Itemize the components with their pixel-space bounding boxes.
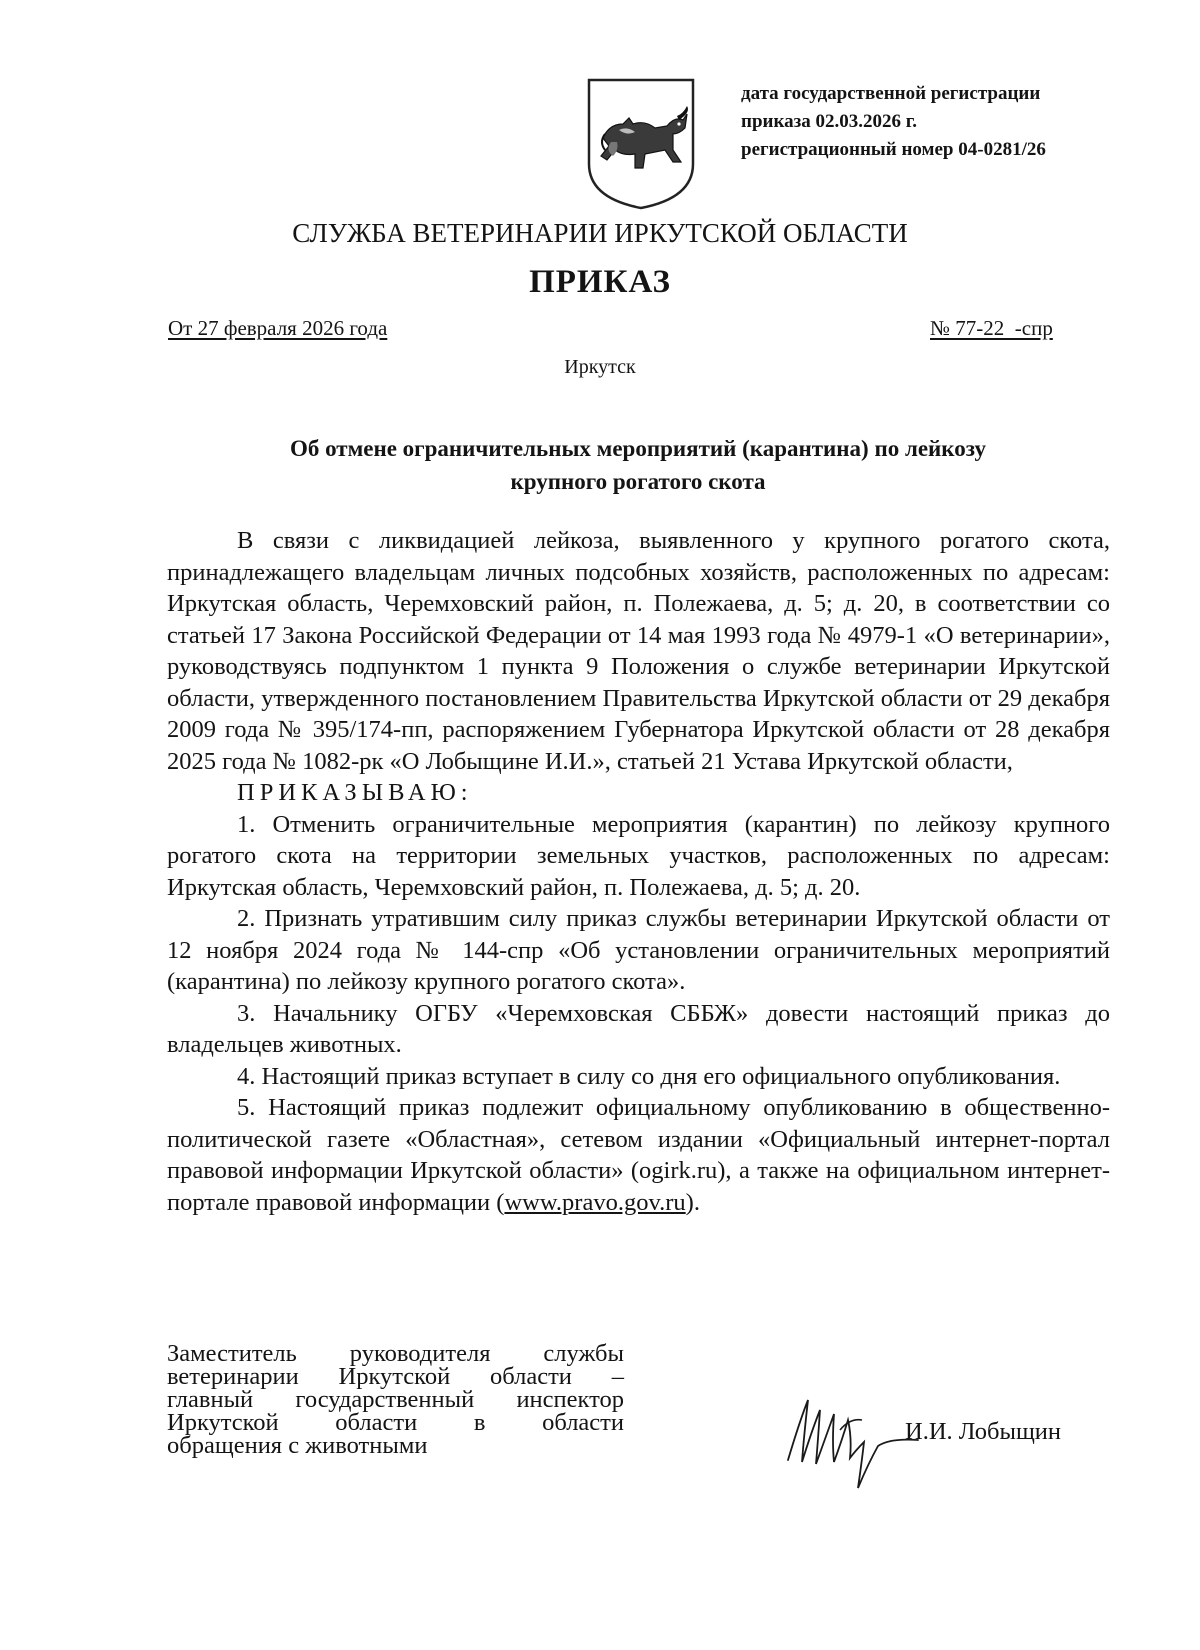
agency-name: СЛУЖБА ВЕТЕРИНАРИИ ИРКУТСКОЙ ОБЛАСТИ (292, 218, 908, 248)
preamble-paragraph: В связи с ликвидацией лейкоза, выявленного у крупного рогатого скота, принадлежащего владельцам личных подсобных хозяйств, расположенных по адресам: Иркутская область, Черемховский район, п. Полежаева, д. 5; д. 20, в соответствии со статьей 17 Закона Российской Федерации от 14 мая 1993 года № 4979-1 «О ветеринарии», руководствуясь подпунктом 1 пункта 9 Положения о службе ветеринарии Иркутской области, утвержденного постановлением Правительства Иркутской области от 29 декабря 2009 года № 395/174-пп, распоряжением Губернатора Иркутской области от 28 декабря 2025 года № 1082-рк «О Лобыщине И.И.», статьей 21 Устава Иркутской области, (167, 527, 1110, 775)
document-type: ПРИКАЗ (529, 264, 671, 300)
order-item: 3. Начальнику ОГБУ «Черемховская СББЖ» довести настоящий приказ до владельцев животных. (167, 999, 1110, 1058)
order-item: 1. Отменить ограничительные мероприятия (карантин) по лейкозу крупного рогатого скота на территории земельных участков, расположенных по адресам: Иркутская область, Черемховский район, п. Полежаева, д. 5; д. 20. (167, 810, 1110, 901)
order-title-line: Об отмене ограничительных мероприятий (карантина) по лейкозу (289, 436, 987, 461)
order-city: Иркутск (564, 356, 636, 378)
signer-position-line: Иркутской области в области (167, 1409, 624, 1436)
order-title (160, 432, 1116, 498)
order-date: От 27 февраля 2026 года (168, 316, 388, 340)
order-number: № 77-22 -спр (930, 316, 1053, 340)
order-item: 2. Признать утратившим силу приказ службы ветеринарии Иркутской области от 12 ноября 2024 года № 144-спр «Об установлении ограничительных мероприятий (карантина) по лейкозу крупного рогатого скота». (167, 905, 1110, 995)
order-item: 4. Настоящий приказ вступает в силу со дня его официального опубликования. (237, 1062, 1061, 1090)
signer-position-line: ветеринарии Иркутской области – (167, 1363, 624, 1390)
registration-number: регистрационный номер 04-0281/26 (741, 139, 1046, 160)
registration-info (741, 80, 1106, 164)
signer-position-line: Заместитель руководителя службы (167, 1340, 624, 1367)
signer-position (167, 1342, 624, 1457)
signer-position-line: главный государственный инспектор (167, 1386, 624, 1413)
coat-of-arms-icon (583, 76, 699, 212)
signer-name: И.И. Лобыщин (905, 1418, 1062, 1445)
registration-date: приказа 02.03.2026 г. (741, 111, 917, 132)
order-item-text: 5. Настоящий приказ подлежит официальному опубликованию в общественно-политической газете «Областная», сетевом издании «Официальный интернет-портал правовой информации Иркутской области» (ogirk.ru), а также на официальном интернет-портале правовой информации ( (167, 1094, 1110, 1216)
order-body (167, 525, 1110, 1218)
registration-date-label: дата государственной регистрации (741, 83, 1041, 104)
command-line: ПРИКАЗЫВАЮ: (237, 779, 473, 806)
signer-position-line: обращения с животными (167, 1432, 428, 1459)
order-title-line: крупного рогатого скота (510, 469, 766, 494)
order-item-text: ). (685, 1188, 700, 1216)
order-item (167, 1092, 1110, 1218)
pravo-gov-link[interactable]: www.pravo.gov.ru (504, 1188, 686, 1216)
